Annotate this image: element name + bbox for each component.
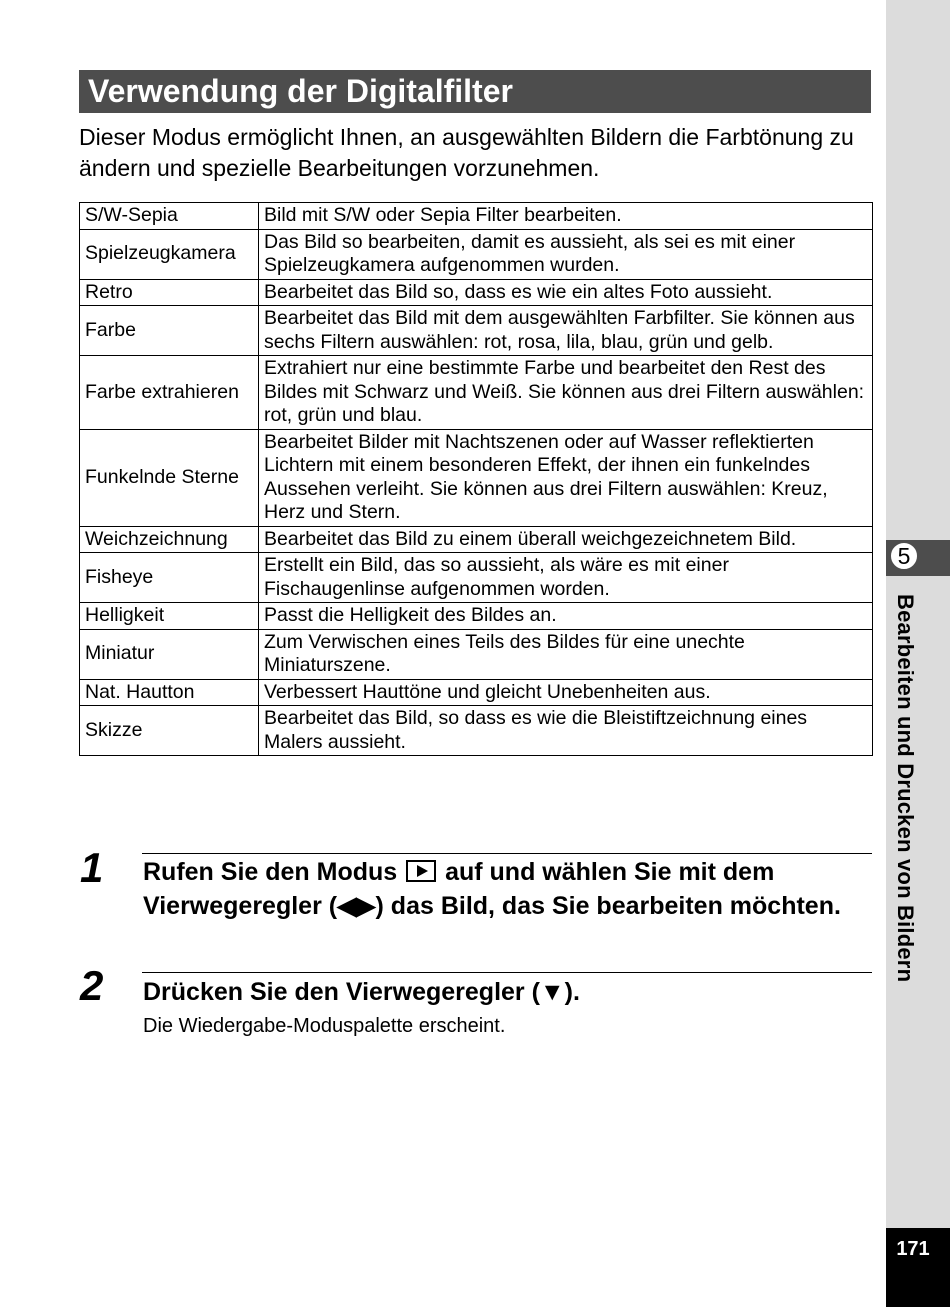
chapter-number: 5 bbox=[889, 541, 919, 571]
table-row bbox=[80, 706, 873, 756]
filter-table bbox=[79, 202, 873, 756]
table-row bbox=[80, 429, 873, 526]
playback-icon bbox=[406, 860, 436, 882]
table-row bbox=[80, 356, 873, 430]
table-row bbox=[80, 279, 873, 306]
filter-description: Erstellt ein Bild, das so aussieht, als wäre es mit einer Fischaugenlinse aufgenommen worden. bbox=[259, 553, 873, 603]
filter-description: Bearbeitet das Bild zu einem überall weichgezeichnetem Bild. bbox=[259, 526, 873, 553]
chapter-title: Bearbeiten und Drucken von Bildern bbox=[893, 594, 918, 983]
filter-name: S/W-Sepia bbox=[80, 203, 259, 230]
filter-description: Passt die Helligkeit des Bildes an. bbox=[259, 603, 873, 630]
filter-description: Das Bild so bearbeiten, damit es aussieht, als sei es mit einer Spielzeugkamera aufgenommen wurden. bbox=[259, 229, 873, 279]
filter-name: Retro bbox=[80, 279, 259, 306]
filter-name: Nat. Hautton bbox=[80, 679, 259, 706]
filter-name: Spielzeugkamera bbox=[80, 229, 259, 279]
step-1-text-before: Rufen Sie den Modus bbox=[143, 858, 398, 886]
step-1-text-after: auf und wählen Sie mit dem Vierwegeregler (◀▶) das Bild, das Sie bearbeiten möchten. bbox=[143, 858, 841, 920]
table-row bbox=[80, 679, 873, 706]
filter-table-body bbox=[80, 203, 873, 756]
filter-description: Zum Verwischen eines Teils des Bildes für eine unechte Miniaturszene. bbox=[259, 629, 873, 679]
step-2-text: Drücken Sie den Vierwegeregler (▼). bbox=[143, 978, 580, 1006]
step-2-rule bbox=[142, 972, 872, 973]
filter-name: Farbe extrahieren bbox=[80, 356, 259, 430]
filter-description: Extrahiert nur eine bestimmte Farbe und bearbeitet den Rest des Bildes mit Schwarz und Weiß. Sie können aus drei Filtern auswählen: rot, grün und blau. bbox=[259, 356, 873, 430]
page-number: 171 bbox=[896, 1238, 930, 1260]
filter-description: Bearbeitet das Bild so, dass es wie ein altes Foto aussieht. bbox=[259, 279, 873, 306]
step-1-rule bbox=[142, 853, 872, 854]
filter-description: Verbessert Hauttöne und gleicht Unebenheiten aus. bbox=[259, 679, 873, 706]
table-row bbox=[80, 629, 873, 679]
page-title: Verwendung der Digitalfilter bbox=[88, 73, 513, 109]
step-1-text bbox=[143, 855, 873, 923]
filter-description: Bearbeitet das Bild, so dass es wie die Bleistiftzeichnung eines Malers aussieht. bbox=[259, 706, 873, 756]
filter-name: Funkelnde Sterne bbox=[80, 429, 259, 526]
table-row bbox=[80, 306, 873, 356]
step-2-number: 2 bbox=[80, 962, 104, 1009]
table-row bbox=[80, 553, 873, 603]
filter-name: Skizze bbox=[80, 706, 259, 756]
filter-name: Helligkeit bbox=[80, 603, 259, 630]
step-2-subtext: Die Wiedergabe-Moduspalette erscheint. bbox=[143, 1015, 506, 1037]
filter-name: Fisheye bbox=[80, 553, 259, 603]
filter-description: Bild mit S/W oder Sepia Filter bearbeiten. bbox=[259, 203, 873, 230]
filter-name: Farbe bbox=[80, 306, 259, 356]
step-1-number: 1 bbox=[80, 844, 104, 891]
table-row bbox=[80, 603, 873, 630]
filter-name: Miniatur bbox=[80, 629, 259, 679]
intro-text: Dieser Modus ermöglicht Ihnen, an ausgewählten Bildern die Farbtönung zu ändern und spezielle Bearbeitungen vorzunehmen. bbox=[79, 124, 854, 181]
table-row bbox=[80, 203, 873, 230]
table-row bbox=[80, 526, 873, 553]
filter-name: Weichzeichnung bbox=[80, 526, 259, 553]
filter-description: Bearbeitet das Bild mit dem ausgewählten Farbfilter. Sie können aus sechs Filtern auswählen: rot, rosa, lila, blau, grün und gelb. bbox=[259, 306, 873, 356]
filter-description: Bearbeitet Bilder mit Nachtszenen oder auf Wasser reflektierten Lichtern mit einem besonderen Effekt, der ihnen ein funkelndes Aussehen verleiht. Sie können aus drei Filtern auswählen: Kreuz, Herz und Stern. bbox=[259, 429, 873, 526]
table-row bbox=[80, 229, 873, 279]
